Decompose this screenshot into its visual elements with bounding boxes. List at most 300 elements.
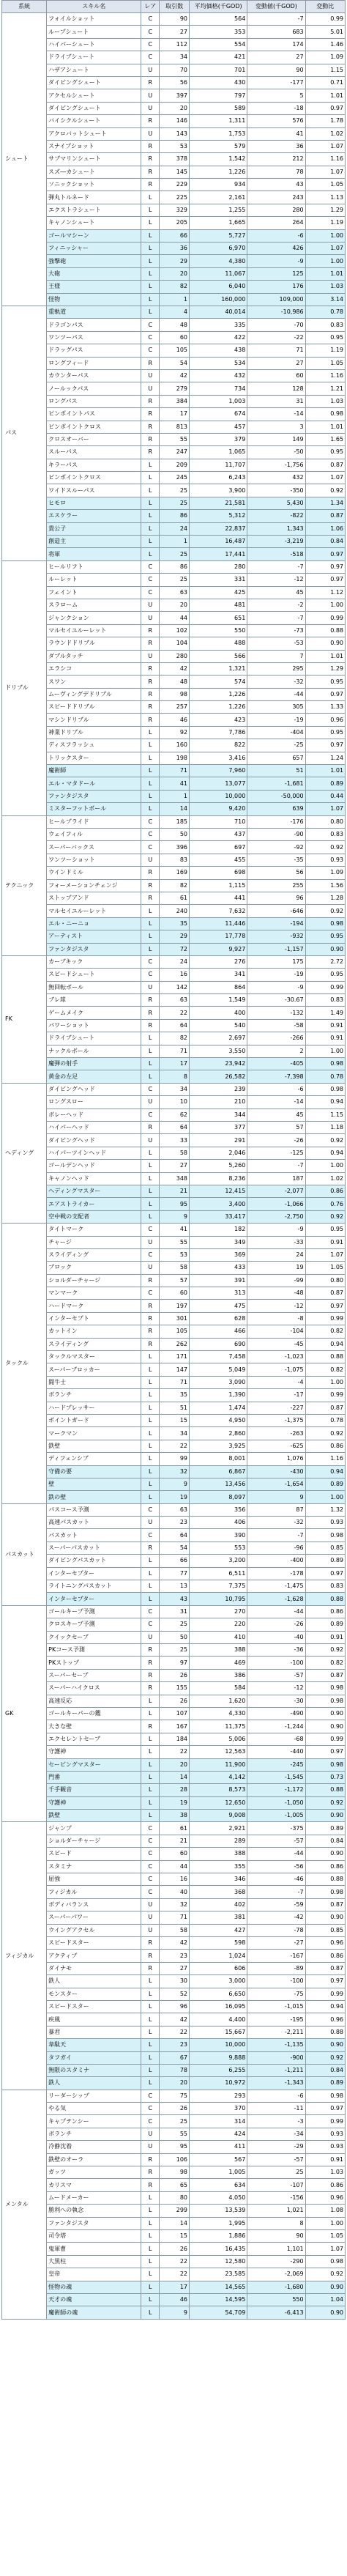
avg-price-cell: 344 [190, 1109, 247, 1121]
change-ratio-cell: 0.94 [305, 1465, 345, 1478]
avg-price-cell: 381 [190, 1911, 247, 1924]
trade-count-cell: 21 [160, 1185, 190, 1197]
table-row [2, 357, 346, 369]
change-ratio-cell: 0.95 [305, 331, 345, 344]
price-change-cell: -7 [247, 1886, 305, 1898]
change-ratio-cell: 1.07 [305, 472, 345, 484]
table-row [2, 191, 346, 204]
price-change-cell: -35 [247, 854, 305, 866]
skill-name-cell: エアストライカー [47, 1198, 141, 1210]
skill-name-cell: 門番 [47, 1771, 141, 1783]
avg-price-cell: 13,077 [190, 777, 247, 790]
trade-count-cell: 1 [160, 293, 190, 306]
price-change-cell: 43 [247, 179, 305, 191]
rarity-cell: U [141, 1898, 160, 1911]
rarity-cell: L [141, 472, 160, 484]
trade-count-cell: 28 [160, 1784, 190, 1796]
trade-count-cell: 58 [160, 1924, 190, 1936]
change-ratio-cell: 0.98 [305, 1529, 345, 1541]
avg-price-cell: 182 [190, 1224, 247, 1236]
change-ratio-cell: 0.73 [305, 1771, 345, 1783]
table-row [2, 2090, 346, 2102]
change-ratio-cell: 1.00 [305, 1160, 345, 1172]
rarity-cell: L [141, 1593, 160, 1605]
skill-name-cell: 皇帝 [47, 2268, 141, 2281]
trade-count-cell: 169 [160, 867, 190, 879]
price-change-cell: -266 [247, 1032, 305, 1045]
skill-name-cell: ダイビングヘッド [47, 1134, 141, 1147]
trade-count-cell: 155 [160, 1682, 190, 1695]
table-row [2, 1058, 346, 1070]
table-row [2, 1822, 346, 1835]
avg-price-cell: 1,226 [190, 701, 247, 714]
price-change-cell: -58 [247, 1019, 305, 1032]
price-change-cell: 45 [247, 586, 305, 599]
change-ratio-cell: 1.34 [305, 497, 345, 509]
avg-price-cell: 1,003 [190, 395, 247, 407]
rarity-cell: L [141, 2077, 160, 2090]
table-row [2, 1185, 346, 1197]
price-change-cell: -30 [247, 1695, 305, 1707]
skill-name-cell: 貴公子 [47, 522, 141, 535]
trade-count-cell: 55 [160, 433, 190, 445]
table-row [2, 319, 346, 331]
rarity-cell: C [141, 1618, 160, 1631]
skill-name-cell: 無限のスタミナ [47, 2064, 141, 2076]
avg-price-cell: 280 [190, 560, 247, 573]
change-ratio-cell: 0.98 [305, 1058, 345, 1070]
avg-price-cell: 1,665 [190, 217, 247, 229]
rarity-cell: U [141, 369, 160, 382]
rarity-cell: L [141, 1147, 160, 1159]
change-ratio-cell: 0.90 [305, 1707, 345, 1720]
trade-count-cell: 48 [160, 319, 190, 331]
trade-count-cell: 25 [160, 2115, 190, 2128]
skill-name-cell: エクストラシュート [47, 204, 141, 216]
trade-count-cell: 34 [160, 1083, 190, 1095]
table-row [2, 1720, 346, 1733]
price-change-cell: -440 [247, 1746, 305, 1758]
skill-name-cell: 疾風 [47, 2013, 141, 2026]
change-ratio-cell: 1.01 [305, 89, 345, 102]
change-ratio-cell: 1.07 [305, 140, 345, 152]
skill-name-cell: ハイパーシュート [47, 38, 141, 51]
trade-count-cell: 22 [160, 2255, 190, 2268]
table-row [2, 1300, 346, 1312]
trade-count-cell: 13 [160, 1580, 190, 1593]
avg-price-cell: 13,539 [190, 2205, 247, 2217]
price-change-cell: -26 [247, 1618, 305, 1631]
trade-count-cell: 30 [160, 1975, 190, 1988]
table-row [2, 1172, 346, 1185]
skill-name-cell: トリックスター [47, 752, 141, 764]
trade-count-cell: 32 [160, 1465, 190, 1478]
trade-count-cell: 50 [160, 1631, 190, 1643]
change-ratio-cell: 1.00 [305, 255, 345, 267]
trade-count-cell: 82 [160, 1032, 190, 1045]
avg-price-cell: 455 [190, 854, 247, 866]
skill-name-cell: 冷静沈着 [47, 2141, 141, 2153]
trade-count-cell: 42 [160, 662, 190, 675]
trade-count-cell: 14 [160, 1771, 190, 1783]
skill-name-cell: ハザアシュート [47, 64, 141, 76]
price-change-cell: -156 [247, 2191, 305, 2204]
avg-price-cell: 353 [190, 26, 247, 38]
change-ratio-cell: 1.07 [305, 2243, 345, 2255]
table-row [2, 1032, 346, 1045]
trade-count-cell: 33 [160, 1134, 190, 1147]
category-cell: FK [2, 955, 47, 1083]
avg-price-cell: 11,446 [190, 917, 247, 930]
skill-name-cell: カットイン [47, 1325, 141, 1338]
avg-price-cell: 864 [190, 981, 247, 993]
trade-count-cell: 56 [160, 76, 190, 89]
trade-count-cell: 146 [160, 115, 190, 127]
avg-price-cell: 23,942 [190, 1058, 247, 1070]
rarity-cell: L [141, 281, 160, 293]
table-row [2, 1771, 346, 1783]
price-change-cell: 187 [247, 1172, 305, 1185]
rarity-cell: R [141, 153, 160, 166]
trade-count-cell: 301 [160, 1312, 190, 1325]
skill-name-cell: フォーメーションチェンジ [47, 879, 141, 892]
table-row [2, 815, 346, 828]
skill-name-cell: ハードマーク [47, 1300, 141, 1312]
trade-count-cell: 58 [160, 1147, 190, 1159]
change-ratio-cell: 0.90 [305, 943, 345, 955]
price-change-cell: -2,750 [247, 1210, 305, 1223]
price-change-cell: -48 [247, 1287, 305, 1300]
avg-price-cell: 356 [190, 1503, 247, 1516]
change-ratio-cell: 0.89 [305, 1555, 345, 1567]
avg-price-cell: 4,050 [190, 2191, 247, 2204]
change-ratio-cell: 1.12 [305, 586, 345, 599]
skill-name-cell: 鉄壁 [47, 1440, 141, 1452]
avg-price-cell: 579 [190, 140, 247, 152]
table-row [2, 1707, 346, 1720]
skill-name-cell: スライディング [47, 1338, 141, 1350]
avg-price-cell: 17,441 [190, 548, 247, 560]
trade-count-cell: 95 [160, 2141, 190, 2153]
table-row [2, 1325, 346, 1338]
change-ratio-cell: 1.56 [305, 879, 345, 892]
avg-price-cell: 331 [190, 574, 247, 586]
skill-name-cell: ソニックショット [47, 179, 141, 191]
trade-count-cell: 396 [160, 841, 190, 854]
trade-count-cell: 53 [160, 140, 190, 152]
skill-name-cell: 将軍 [47, 548, 141, 560]
change-ratio-cell: 0.90 [305, 2281, 345, 2293]
skill-name-cell: 魔術師 [47, 765, 141, 777]
table-row [2, 2013, 346, 2026]
table-row [2, 803, 346, 815]
trade-count-cell: 34 [160, 51, 190, 64]
price-change-cell: -50,000 [247, 790, 305, 802]
rarity-cell: L [141, 803, 160, 815]
change-ratio-cell: 1.16 [305, 153, 345, 166]
rarity-cell: C [141, 38, 160, 51]
table-row [2, 1453, 346, 1465]
trade-count-cell: 19 [160, 1491, 190, 1503]
trade-count-cell: 167 [160, 1720, 190, 1733]
rarity-cell: C [141, 586, 160, 599]
trade-count-cell: 26 [160, 2243, 190, 2255]
change-ratio-cell: 1.03 [305, 281, 345, 293]
table-row [2, 1924, 346, 1936]
rarity-cell: C [141, 1835, 160, 1847]
avg-price-cell: 379 [190, 433, 247, 445]
table-row [2, 2064, 346, 2076]
avg-price-cell: 377 [190, 1121, 247, 1133]
table-row [2, 1541, 346, 1554]
table-row [2, 981, 346, 993]
trade-count-cell: 92 [160, 726, 190, 739]
skill-name-cell: ウイングアクセル [47, 1924, 141, 1936]
price-change-cell: -900 [247, 2051, 305, 2064]
rarity-cell: L [141, 1707, 160, 1720]
table-row [2, 1134, 346, 1147]
rarity-cell: L [141, 2229, 160, 2242]
table-row [2, 51, 346, 64]
price-change-cell: 19 [247, 1262, 305, 1274]
rarity-cell: C [141, 331, 160, 344]
change-ratio-cell: 0.82 [305, 1325, 345, 1338]
rarity-cell: L [141, 510, 160, 522]
avg-price-cell: 15,667 [190, 2026, 247, 2038]
change-ratio-cell: 0.83 [305, 319, 345, 331]
avg-price-cell: 13,456 [190, 1478, 247, 1490]
trade-count-cell: 22 [160, 1007, 190, 1019]
rarity-cell: L [141, 1465, 160, 1478]
trade-count-cell: 66 [160, 229, 190, 242]
trade-count-cell: 97 [160, 1657, 190, 1669]
price-change-cell: 90 [247, 64, 305, 76]
avg-price-cell: 17,778 [190, 930, 247, 943]
table-row [2, 2229, 346, 2242]
price-change-cell: -125 [247, 1147, 305, 1159]
rarity-cell: L [141, 267, 160, 280]
avg-price-cell: 388 [190, 1848, 247, 1860]
trade-count-cell: 21 [160, 1835, 190, 1847]
skill-name-cell: ループシュート [47, 26, 141, 38]
change-ratio-cell: 1.01 [305, 267, 345, 280]
trade-count-cell: 247 [160, 446, 190, 459]
change-ratio-cell: 0.91 [305, 1019, 345, 1032]
trade-count-cell: 105 [160, 1325, 190, 1338]
rarity-cell: R [141, 1121, 160, 1133]
table-row [2, 127, 346, 140]
skill-name-cell: キャノンシュート [47, 217, 141, 229]
price-change-cell: -625 [247, 1440, 305, 1452]
trade-count-cell: 78 [160, 2064, 190, 2076]
table-row [2, 1147, 346, 1159]
avg-price-cell: 2,921 [190, 1822, 247, 1835]
skill-name-cell: 鬼軍曹 [47, 2243, 141, 2255]
price-change-cell: -42 [247, 1911, 305, 1924]
skill-name-cell: スタミナ [47, 1860, 141, 1873]
avg-price-cell: 12,580 [190, 2255, 247, 2268]
price-change-cell: 78 [247, 166, 305, 178]
table-row [2, 1287, 346, 1300]
price-change-cell: -2,211 [247, 2026, 305, 2038]
rarity-cell: L [141, 1491, 160, 1503]
skill-name-cell: ディスフラッシュ [47, 739, 141, 752]
table-row [2, 1402, 346, 1414]
change-ratio-cell: 0.86 [305, 1860, 345, 1873]
price-change-cell: 176 [247, 281, 305, 293]
skill-name-cell: 司令塔 [47, 2229, 141, 2242]
rarity-cell: L [141, 1032, 160, 1045]
skill-name-cell: 黄金の左足 [47, 1070, 141, 1083]
table-row [2, 306, 346, 318]
trade-count-cell: 23 [160, 2039, 190, 2051]
table-row [2, 2039, 346, 2051]
table-row [2, 115, 346, 127]
trade-count-cell: 16 [160, 1873, 190, 1886]
change-ratio-cell: 0.98 [305, 408, 345, 421]
table-row [2, 1427, 346, 1440]
trade-count-cell: 63 [160, 1503, 190, 1516]
trade-count-cell: 9 [160, 1478, 190, 1490]
rarity-cell: C [141, 1248, 160, 1261]
table-row [2, 331, 346, 344]
table-row [2, 484, 346, 497]
table-row [2, 1019, 346, 1032]
avg-price-cell: 5,260 [190, 1160, 247, 1172]
table-row [2, 2115, 346, 2128]
price-change-cell: -78 [247, 1924, 305, 1936]
change-ratio-cell: 1.07 [305, 243, 345, 255]
trade-count-cell: 82 [160, 879, 190, 892]
price-change-cell: -19 [247, 969, 305, 981]
change-ratio-cell: 0.92 [305, 1796, 345, 1809]
trade-count-cell: 50 [160, 829, 190, 841]
skill-name-cell: マークマン [47, 1427, 141, 1440]
trade-count-cell: 27 [160, 1962, 190, 1974]
avg-price-cell: 424 [190, 2128, 247, 2140]
avg-price-cell: 10,000 [190, 790, 247, 802]
price-change-cell: -518 [247, 548, 305, 560]
skill-name-cell: ブロック [47, 1262, 141, 1274]
trade-count-cell: 72 [160, 943, 190, 955]
change-ratio-cell: 1.02 [305, 1172, 345, 1185]
rarity-cell: R [141, 140, 160, 152]
trade-count-cell: 27 [160, 1160, 190, 1172]
rarity-cell: L [141, 1988, 160, 2000]
change-ratio-cell: 0.97 [305, 739, 345, 752]
skill-name-cell: ダブルタッチ [47, 650, 141, 662]
rarity-cell: R [141, 714, 160, 726]
price-change-cell: -27 [247, 1936, 305, 1949]
trade-count-cell: 245 [160, 472, 190, 484]
avg-price-cell: 1,390 [190, 1389, 247, 1402]
rarity-cell: R [141, 1312, 160, 1325]
price-change-cell: -9 [247, 981, 305, 993]
table-row [2, 1007, 346, 1019]
rarity-cell: L [141, 1414, 160, 1426]
price-change-cell: -227 [247, 1402, 305, 1414]
price-change-cell: -1,343 [247, 2077, 305, 2090]
skill-name-cell: ブレ球 [47, 994, 141, 1007]
skill-name-cell: スーパーパワー [47, 1911, 141, 1924]
change-ratio-cell: 0.97 [305, 1300, 345, 1312]
rarity-cell: L [141, 1440, 160, 1452]
change-ratio-cell: 0.88 [305, 1351, 345, 1363]
rarity-cell: L [141, 1045, 160, 1057]
skill-name-cell: ヒールリフト [47, 560, 141, 573]
change-ratio-cell: 1.05 [305, 357, 345, 369]
price-change-cell: 9 [247, 1491, 305, 1503]
rarity-cell: L [141, 204, 160, 216]
trade-count-cell: 71 [160, 1045, 190, 1057]
skill-name-cell: ファンタジスタ [47, 943, 141, 955]
change-ratio-cell: 0.80 [305, 1274, 345, 1287]
category-cell: GK [2, 1605, 47, 1822]
skill-name-cell: ナックルボール [47, 1045, 141, 1057]
avg-price-cell: 1,886 [190, 2229, 247, 2242]
rarity-cell: C [141, 1224, 160, 1236]
trade-count-cell: 205 [160, 217, 190, 229]
price-change-cell: 36 [247, 140, 305, 152]
rarity-cell: R [141, 676, 160, 688]
change-ratio-cell: 1.00 [305, 2217, 345, 2229]
table-row [2, 1109, 346, 1121]
price-change-cell: -245 [247, 1758, 305, 1771]
trade-count-cell: 61 [160, 1822, 190, 1835]
avg-price-cell: 1,753 [190, 127, 247, 140]
skill-name-cell: フォイルショット [47, 13, 141, 26]
table-row [2, 1605, 346, 1618]
trade-count-cell: 20 [160, 2077, 190, 2090]
price-change-cell: -1,756 [247, 459, 305, 471]
rarity-cell: U [141, 2128, 160, 2140]
trade-count-cell: 54 [160, 1541, 190, 1554]
category-cell: フィジカル [2, 1822, 47, 2090]
table-row [2, 1975, 346, 1988]
rarity-cell: C [141, 1605, 160, 1618]
avg-price-cell: 1,311 [190, 115, 247, 127]
rarity-cell: L [141, 1567, 160, 1580]
change-ratio-cell: 0.88 [305, 1593, 345, 1605]
skill-name-cell: ポイントガード [47, 1414, 141, 1426]
rarity-cell: C [141, 1529, 160, 1541]
change-ratio-cell: 1.05 [305, 179, 345, 191]
category-cell: テクニック [2, 815, 47, 955]
skill-name-cell: ドラッグパス [47, 344, 141, 357]
price-change-cell: 57 [247, 1121, 305, 1133]
price-change-cell: 264 [247, 217, 305, 229]
rarity-cell: U [141, 1911, 160, 1924]
price-change-cell: 5,430 [247, 497, 305, 509]
rarity-cell: C [141, 1886, 160, 1898]
trade-count-cell: 20 [160, 102, 190, 114]
change-ratio-cell: 0.94 [305, 2000, 345, 2013]
rarity-cell: L [141, 2026, 160, 2038]
table-row [2, 1669, 346, 1681]
price-change-cell: -7 [247, 1160, 305, 1172]
change-ratio-cell: 0.98 [305, 2255, 345, 2268]
trade-count-cell: 48 [160, 676, 190, 688]
change-ratio-cell: 0.98 [305, 1695, 345, 1707]
table-row [2, 446, 346, 459]
change-ratio-cell: 0.90 [305, 637, 345, 650]
price-change-cell: -53 [247, 637, 305, 650]
table-row [2, 229, 346, 242]
trade-count-cell: 279 [160, 382, 190, 395]
trade-count-cell: 14 [160, 803, 190, 815]
skill-name-cell: マンマーク [47, 1287, 141, 1300]
avg-price-cell: 370 [190, 2103, 247, 2115]
